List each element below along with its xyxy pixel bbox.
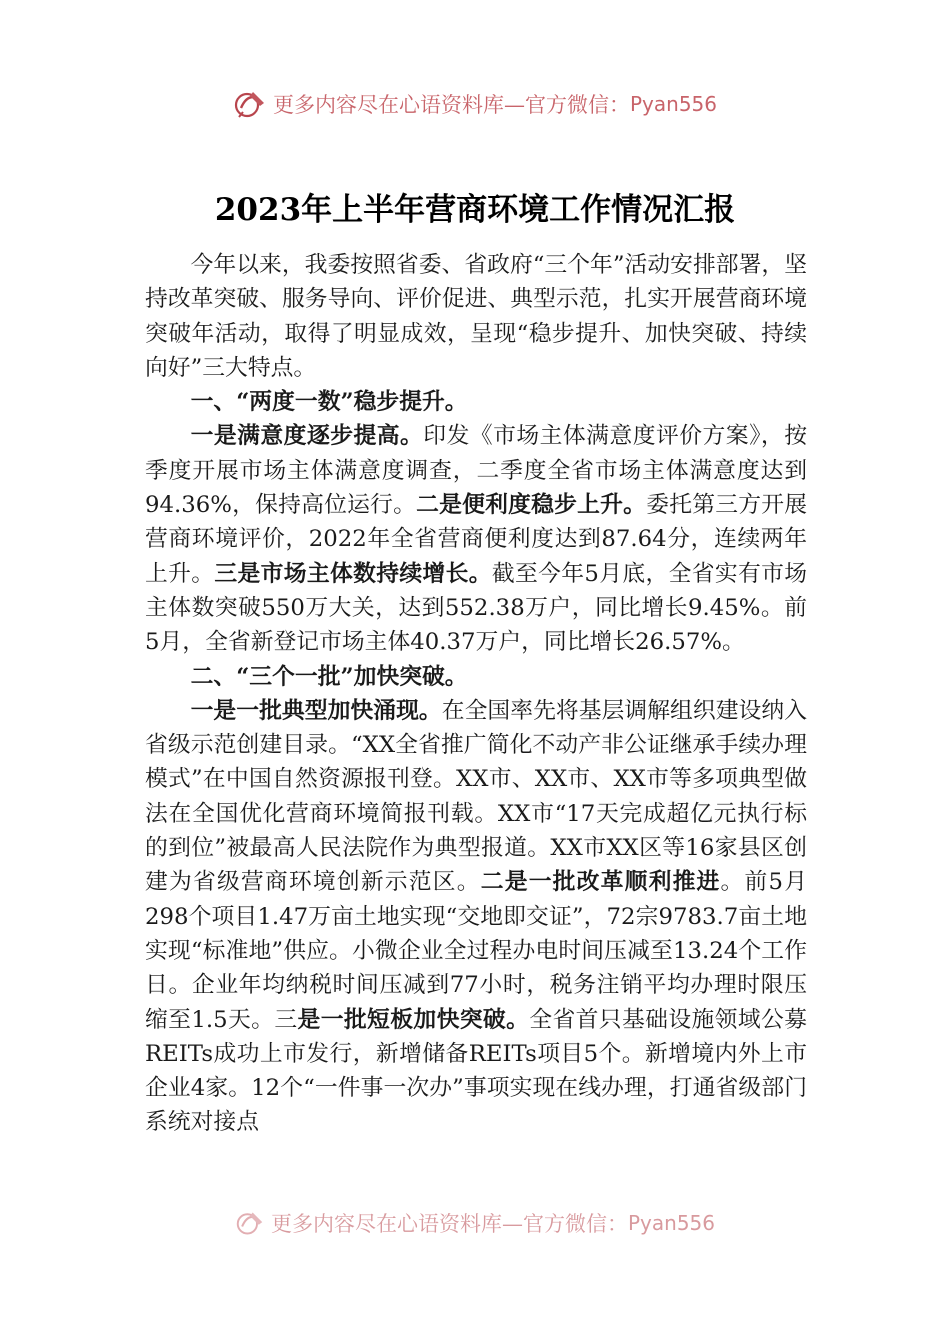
section-1-lead-2: 二是便利度稳步上升。: [416, 492, 647, 519]
document-body: [145, 248, 807, 1140]
section-2-lead-1: 一是一批典型加快涌现。: [190, 697, 442, 724]
section-2-text-1: 在全国率先将基层调解组织建设纳入省级示范创建目录。“XX全省推广简化不动产非公证继承手续办理模式”在中国自然资源报刊登。XX市、XX市、XX市等多项典型做法在全国优化营商环境简报刊载。XX市“17天完成超亿元执行标的到位”被最高人民法院作为典型报道。XX市XX区等16家县区创建为省级营商环境创新示范区。: [145, 697, 808, 896]
section-1-lead-3: 三是市场主体数持续增长。: [214, 560, 492, 587]
footer-watermark: [0, 1205, 950, 1241]
footer-watermark-text: 更多内容尽在心语资料库—官方微信：: [270, 1212, 628, 1236]
section-2-lead-2: 二是一批改革顺利推进: [480, 869, 721, 896]
watermark-text: 更多内容尽在心语资料库—官方微信：: [272, 93, 630, 117]
section-2-paragraph: [145, 694, 807, 1140]
section-1-paragraph: [145, 419, 807, 659]
section-1-heading: 一、“两度一数”稳步提升。: [190, 389, 468, 416]
section-1-text-2: 委托第三方开展营商环境评价，2022年全省营商便利度达到87.64分，连续两年上升。: [145, 492, 807, 587]
section-1-lead-1: 一是满意度逐步提高。: [190, 423, 424, 450]
header-watermark: [0, 84, 950, 124]
watermark-wechat-id: Pyan556: [629, 92, 717, 116]
section-2-text-3: 全省首只基础设施领域公募REITs成功上市发行，新增储备REITs项目5个。新增境内外上市企业4家。12个“一件事一次办”事项实现在线办理，打通省级部门系统对接点: [145, 1006, 808, 1136]
intro-paragraph: 今年以来，我委按照省委、省政府“三个年”活动安排部署，坚持改革突破、服务导向、评价促进、典型示范，扎实开展营商环境突破年活动，取得了明显成效，呈现“稳步提升、加快突破、持续向好”三大特点。: [145, 252, 807, 381]
section-1-text-3: 截至今年5月底，全省实有市场主体数突破550万大关，达到552.38万户，同比增长9.45%。前5月，全省新登记市场主体40.37万户，同比增长26.57%。: [145, 560, 807, 656]
section-1-text-1: 印发《市场主体满意度评价方案》，按季度开展市场主体满意度调查，二季度全省市场主体满意度达到94.36%，保持高位运行。: [145, 423, 808, 519]
watermark-logo-icon: [233, 88, 267, 120]
document-title: 2023年上半年营商环境工作情况汇报: [214, 192, 736, 228]
footer-watermark-wechat-id: Pyan556: [627, 1211, 715, 1235]
section-2-heading: 二、“三个一批”加快突破。: [190, 663, 468, 690]
watermark-logo-icon: [235, 1209, 265, 1237]
section-2-text-2: 。前5月298个项目1.47万亩土地实现“交地即交证”，72宗9783.7亩土地实现“标准地”供应。小微企业全过程办电时间压减至13.24个工作日。企业年均纳税时间压减到77小时，税务注销平均办理时限压缩至1.5天。三: [145, 869, 807, 1033]
section-2-lead-3: 是一批短板加快突破。: [297, 1006, 530, 1033]
